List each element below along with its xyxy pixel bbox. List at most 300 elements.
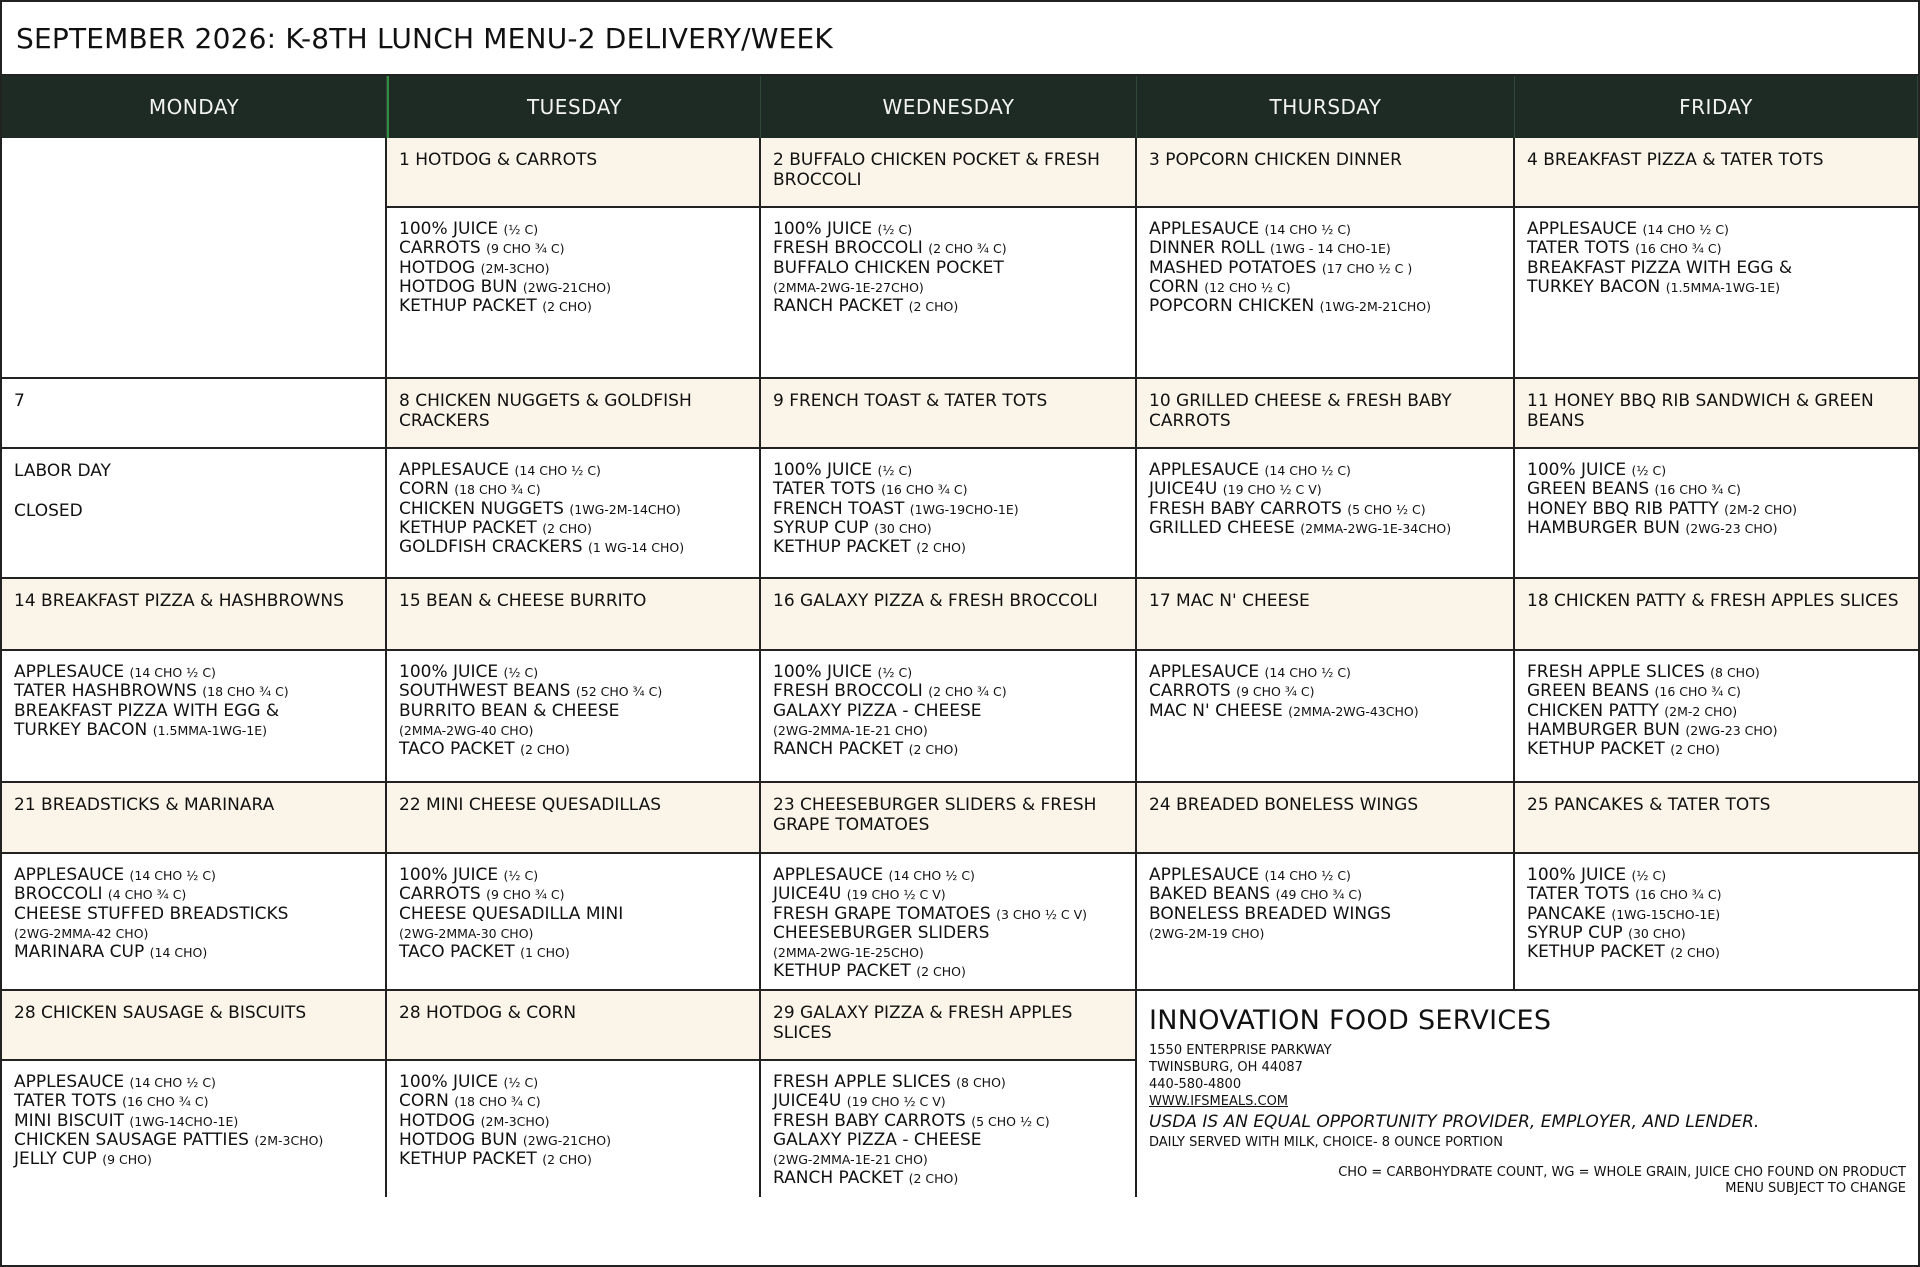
- day-title: 17 MAC N' CHEESE: [1137, 579, 1513, 651]
- menu-item-name: BONELESS BREADED WINGS: [1149, 903, 1392, 924]
- menu-item: [399, 924, 747, 943]
- menu-item: [14, 702, 373, 721]
- day-title: 22 MINI CHEESE QUESADILLAS: [387, 783, 759, 854]
- menu-item-name: KETHUP PACKET: [773, 961, 911, 982]
- day-items: [387, 208, 759, 324]
- menu-item-name: TURKEY BACON: [14, 719, 148, 740]
- day-items: [761, 651, 1135, 767]
- menu-item-name: CHEESE QUESADILLA MINI: [399, 903, 624, 924]
- menu-item: [1527, 943, 1906, 962]
- menu-item: [1527, 924, 1906, 943]
- week-row: [2, 579, 1918, 783]
- menu-item-name: GALAXY PIZZA - CHEESE: [773, 700, 982, 721]
- menu-item-name: CHEESE STUFFED BREADSTICKS: [14, 903, 289, 924]
- menu-item-note: (2 CHO): [542, 299, 592, 315]
- menu-item-note: (8 CHO): [956, 1075, 1006, 1090]
- menu-item-note: (17 CHO ½ C ): [1321, 260, 1413, 276]
- menu-item-note: (½ C): [503, 1075, 539, 1090]
- menu-item: [14, 1150, 373, 1169]
- menu-item: [399, 885, 747, 904]
- menu-item: [1527, 239, 1906, 258]
- day-title: 3 POPCORN CHICKEN DINNER: [1137, 138, 1513, 208]
- day-items: [387, 854, 759, 970]
- day-title: 16 GALAXY PIZZA & FRESH BROCCOLI: [761, 579, 1135, 651]
- menu-item: [14, 682, 373, 701]
- website-link[interactable]: WWW.IFSMEALS.COM: [1149, 1094, 1289, 1109]
- menu-item: [399, 239, 747, 258]
- menu-item-name: HOTDOG BUN: [399, 1129, 518, 1150]
- menu-item-note: (½ C): [1631, 868, 1667, 883]
- day-title: 28 CHICKEN SAUSAGE & BISCUITS: [2, 991, 385, 1061]
- menu-item-name: APPLESAUCE: [1149, 460, 1260, 480]
- menu-item: [399, 1150, 747, 1169]
- menu-item: [14, 1092, 373, 1111]
- menu-item: [1149, 500, 1501, 519]
- week-row: [2, 783, 1918, 991]
- menu-item-note: (19 CHO ½ C V): [1222, 482, 1322, 498]
- menu-item-note: (½ C): [877, 665, 913, 680]
- menu-item-name: TATER TOTS: [14, 1091, 117, 1112]
- menu-item-name: 100% JUICE: [399, 865, 499, 885]
- menu-item-name: APPLESAUCE: [1527, 219, 1638, 239]
- menu-item-note: (16 CHO ¾ C): [1654, 684, 1741, 700]
- menu-item: [1527, 278, 1906, 297]
- day-cell: [2, 579, 387, 781]
- menu-item-note: (14 CHO): [149, 945, 208, 961]
- menu-item-name: FRESH BROCCOLI: [773, 238, 923, 259]
- menu-item-name: BUFFALO CHICKEN POCKET: [773, 257, 1004, 278]
- menu-item: [1527, 682, 1906, 701]
- menu-item: [773, 943, 1123, 962]
- calendar-grid: [2, 138, 1918, 1196]
- menu-item-note: (½ C): [503, 868, 539, 883]
- menu-item-note: (2 CHO): [1670, 742, 1720, 758]
- day-items: [1137, 651, 1513, 729]
- menu-item-note: (30 CHO): [1628, 925, 1686, 941]
- menu-item: [14, 721, 373, 740]
- menu-item: [773, 1112, 1123, 1131]
- menu-item-name: 100% JUICE: [399, 219, 499, 239]
- menu-item-note: (14 CHO ½ C): [129, 665, 216, 680]
- menu-item-name: APPLESAUCE: [14, 865, 125, 885]
- menu-item-note: (4 CHO ¾ C): [107, 887, 187, 903]
- day-items: [761, 1061, 1135, 1197]
- menu-item-note: (18 CHO ¾ C): [454, 482, 541, 498]
- menu-item-name: APPLESAUCE: [1149, 662, 1260, 682]
- menu-item-note: (2 CHO ¾ C): [928, 241, 1007, 257]
- day-title: 8 CHICKEN NUGGETS & GOLDFISH CRACKERS: [387, 379, 759, 449]
- address-line-1: 1550 ENTERPRISE PARKWAY: [1149, 1043, 1332, 1058]
- header-thursday: THURSDAY: [1137, 76, 1515, 138]
- menu-item: [399, 259, 747, 278]
- day-items: [387, 651, 759, 767]
- menu-item-note: (12 CHO ½ C): [1204, 279, 1291, 295]
- menu-item: [399, 461, 747, 480]
- day-items: [1137, 208, 1513, 324]
- day-items: [1515, 854, 1918, 970]
- menu-item: [14, 866, 373, 885]
- menu-item: [1149, 239, 1501, 258]
- menu-item: [399, 519, 747, 538]
- menu-item-name: CHICKEN SAUSAGE PATTIES: [14, 1129, 249, 1150]
- menu-item: [399, 943, 747, 962]
- header-friday: FRIDAY: [1515, 76, 1918, 138]
- menu-item-note: (19 CHO ½ C V): [846, 1094, 946, 1110]
- menu-item-note: (2MMA-2WG-1E-25CHO): [773, 945, 924, 961]
- week-row: [2, 991, 1918, 1196]
- menu-item: [1149, 220, 1501, 239]
- menu-item: [773, 1150, 1123, 1169]
- menu-item: [773, 866, 1123, 885]
- day-cell: [2, 783, 387, 990]
- menu-item-note: (2WG-2MMA-30 CHO): [399, 925, 534, 941]
- menu-item-name: JUICE4U: [773, 884, 842, 905]
- menu-item-name: CARROTS: [399, 238, 481, 259]
- menu-item-note: (½ C): [877, 222, 913, 237]
- menu-item-name: RANCH PACKET: [773, 739, 904, 760]
- menu-item-note: (9 CHO): [102, 1152, 152, 1168]
- day-cell: [761, 579, 1137, 781]
- closure-note: LABOR DAY: [14, 461, 111, 481]
- day-cell: [1137, 379, 1515, 577]
- menu-item-name: CARROTS: [399, 884, 481, 905]
- menu-item-note: (2M-2 CHO): [1664, 703, 1738, 719]
- menu-item: [399, 220, 747, 239]
- menu-item: [773, 682, 1123, 701]
- header-tuesday: TUESDAY: [387, 76, 761, 138]
- menu-item-name: JELLY CUP: [14, 1149, 97, 1170]
- menu-item: [773, 519, 1123, 538]
- menu-item: [1527, 461, 1906, 480]
- menu-item-name: FRESH APPLE SLICES: [1527, 662, 1705, 682]
- menu-item: [1149, 259, 1501, 278]
- menu-item: [773, 461, 1123, 480]
- day-items: [1137, 854, 1513, 951]
- menu-item: [14, 943, 373, 962]
- menu-item-name: APPLESAUCE: [399, 460, 510, 480]
- menu-item-name: DINNER ROLL: [1149, 238, 1265, 259]
- day-items: [761, 449, 1135, 565]
- menu-item-note: (2MMA-2WG-1E-27CHO): [773, 279, 924, 295]
- menu-item: [399, 1112, 747, 1131]
- menu-item-note: (14 CHO ½ C): [129, 868, 216, 883]
- menu-item: [773, 924, 1123, 943]
- menu-item-name: KETHUP PACKET: [399, 1149, 537, 1170]
- menu-item-name: FRENCH TOAST: [773, 498, 905, 519]
- menu-item-note: (14 CHO ½ C): [514, 463, 601, 478]
- menu-item: [399, 866, 747, 885]
- weekday-header: [2, 76, 1918, 138]
- menu-item-note: (2M-3CHO): [480, 260, 550, 276]
- day-title: 18 CHICKEN PATTY & FRESH APPLES SLICES: [1515, 579, 1918, 651]
- menu-item-name: FRESH BROCCOLI: [773, 681, 923, 702]
- menu-item: [1527, 220, 1906, 239]
- menu-item-note: (16 CHO ¾ C): [1654, 482, 1741, 498]
- menu-item-note: (1WG-15CHO-1E): [1611, 906, 1721, 922]
- menu-item-name: 100% JUICE: [399, 1072, 499, 1092]
- menu-item-note: (18 CHO ¾ C): [202, 684, 289, 700]
- menu-item: [1149, 885, 1501, 904]
- address-line-2: TWINSBURG, OH 44087: [1149, 1060, 1303, 1075]
- menu-item-name: SYRUP CUP: [1527, 922, 1623, 943]
- menu-item: [773, 278, 1123, 297]
- menu-item-name: BREAKFAST PIZZA WITH EGG &: [14, 700, 280, 721]
- menu-item: [773, 721, 1123, 740]
- menu-item-name: GALAXY PIZZA - CHEESE: [773, 1129, 982, 1150]
- menu-item-note: (8 CHO): [1710, 665, 1760, 680]
- menu-item-note: (2 CHO ¾ C): [928, 684, 1007, 700]
- menu-item-name: GREEN BEANS: [1527, 681, 1650, 702]
- day-cell: [1137, 138, 1515, 377]
- menu-item: [1527, 519, 1906, 538]
- day-items: [1137, 449, 1513, 546]
- menu-item-note: (2WG-2MMA-1E-21 CHO): [773, 722, 928, 738]
- menu-item-name: MINI BISCUIT: [14, 1110, 124, 1131]
- menu-item-name: CORN: [399, 479, 449, 500]
- menu-item-note: (1WG - 14 CHO-1E): [1270, 241, 1391, 257]
- menu-item-name: JUICE4U: [773, 1091, 842, 1112]
- menu-item-note: (1WG-2M-21CHO): [1319, 299, 1432, 315]
- menu-item-note: (14 CHO ½ C): [888, 868, 975, 883]
- day-items: [2, 854, 385, 970]
- menu-item: [399, 1131, 747, 1150]
- menu-item-note: (5 CHO ½ C): [1347, 501, 1426, 517]
- menu-item-note: (2WG-2M-19 CHO): [1149, 925, 1265, 941]
- menu-item-note: (½ C): [877, 463, 913, 478]
- menu-item-note: (2 CHO): [916, 540, 966, 556]
- menu-item: [1527, 702, 1906, 721]
- menu-item: [399, 702, 747, 721]
- menu-item-name: TATER TOTS: [1527, 884, 1630, 905]
- menu-item-note: (16 CHO ¾ C): [1635, 887, 1722, 903]
- menu-item: [14, 1131, 373, 1150]
- menu-item-name: CORN: [399, 1091, 449, 1112]
- day-cell: [761, 138, 1137, 377]
- menu-item: [773, 259, 1123, 278]
- day-title: [2, 138, 385, 208]
- day-cell: [2, 991, 387, 1197]
- menu-item: [773, 962, 1123, 981]
- menu-item: [399, 1073, 747, 1092]
- menu-item-note: (2WG-2MMA-42 CHO): [14, 925, 149, 941]
- menu-item-name: BREAKFAST PIZZA WITH EGG &: [1527, 257, 1793, 278]
- menu-item-note: (2 CHO): [1670, 945, 1720, 961]
- menu-item: [14, 1073, 373, 1092]
- menu-item: [773, 1131, 1123, 1150]
- menu-item-name: MAC N' CHEESE: [1149, 700, 1283, 721]
- menu-item: [399, 663, 747, 682]
- day-title: 28 HOTDOG & CORN: [387, 991, 759, 1061]
- menu-item: [773, 1092, 1123, 1111]
- menu-item-name: KETHUP PACKET: [773, 537, 911, 558]
- menu-item-note: (2M-3CHO): [254, 1132, 324, 1148]
- menu-item-note: (16 CHO ¾ C): [881, 482, 968, 498]
- company-name: INNOVATION FOOD SERVICES: [1149, 1005, 1552, 1036]
- menu-item-name: KETHUP PACKET: [1527, 942, 1665, 963]
- menu-item-name: HOTDOG: [399, 1110, 476, 1131]
- day-items: [1515, 208, 1918, 305]
- day-items: [1515, 651, 1918, 767]
- menu-item: [1149, 480, 1501, 499]
- day-items: [387, 1061, 759, 1177]
- day-items: [2, 651, 385, 748]
- day-title: 1 HOTDOG & CARROTS: [387, 138, 759, 208]
- menu-item-name: FRESH BABY CARROTS: [1149, 498, 1342, 519]
- menu-item: [399, 480, 747, 499]
- menu-item-note: (2 CHO): [908, 299, 959, 315]
- menu-item-name: 100% JUICE: [1527, 460, 1627, 480]
- menu-item-name: FRESH BABY CARROTS: [773, 1110, 966, 1131]
- menu-item-name: TACO PACKET: [399, 942, 515, 963]
- legend-text: CHO = CARBOHYDRATE COUNT, WG = WHOLE GRAIN, JUICE CHO FOUND ON PRODUCT: [1338, 1164, 1906, 1180]
- day-items: [387, 449, 759, 565]
- menu-item: [773, 220, 1123, 239]
- menu-item-note: (2M-3CHO): [480, 1113, 550, 1129]
- menu-item-name: 100% JUICE: [773, 662, 873, 682]
- day-title: 15 BEAN & CHEESE BURRITO: [387, 579, 759, 651]
- menu-item-note: (14 CHO ½ C): [1642, 222, 1729, 237]
- day-cell: [387, 138, 761, 377]
- menu-item-name: CHEESEBURGER SLIDERS: [773, 922, 990, 943]
- menu-item-name: MARINARA CUP: [14, 942, 145, 963]
- menu-item-name: SYRUP CUP: [773, 517, 869, 538]
- menu-item-note: (2WG-21CHO): [522, 279, 611, 295]
- menu-item: [1527, 740, 1906, 759]
- day-cell: [761, 783, 1137, 990]
- day-cell: [1515, 783, 1918, 990]
- phone-number: 440-580-4800: [1149, 1077, 1242, 1092]
- menu-item-note: (½ C): [1631, 463, 1667, 478]
- menu-item-note: (2 CHO): [542, 520, 592, 536]
- menu-item-note: (1 WG-14 CHO): [587, 540, 685, 556]
- menu-item: [399, 740, 747, 759]
- menu-item: [773, 905, 1123, 924]
- menu-item-note: (2MMA-2WG-43CHO): [1288, 703, 1419, 719]
- menu-item-name: POPCORN CHICKEN: [1149, 296, 1315, 317]
- day-items: [1515, 449, 1918, 546]
- menu-item-note: (1.5MMA-1WG-1E): [152, 722, 268, 738]
- menu-item-name: TURKEY BACON: [1527, 276, 1661, 297]
- menu-item-note: (2WG-23 CHO): [1685, 520, 1778, 536]
- day-cell: [1515, 579, 1918, 781]
- menu-item-note: (1.5MMA-1WG-1E): [1665, 279, 1781, 295]
- menu-item: [1527, 663, 1906, 682]
- menu-item: [1149, 682, 1501, 701]
- menu-item-name: APPLESAUCE: [14, 662, 125, 682]
- menu-item-note: (49 CHO ¾ C): [1275, 887, 1363, 903]
- menu-item: [1149, 278, 1501, 297]
- legend-footer: [1338, 1165, 1906, 1197]
- usda-statement: USDA IS AN EQUAL OPPORTUNITY PROVIDER, EMPLOYER, AND LENDER.: [1149, 1112, 1760, 1132]
- menu-item: [1149, 519, 1501, 538]
- day-cell: [1137, 579, 1515, 781]
- menu-item: [14, 924, 373, 943]
- menu-item: [1527, 866, 1906, 885]
- day-title: 14 BREAKFAST PIZZA & HASHBROWNS: [2, 579, 385, 651]
- menu-item-note: (½ C): [503, 222, 539, 237]
- menu-item-note: (9 CHO ¾ C): [486, 887, 565, 903]
- menu-item-note: (2M-2 CHO): [1724, 501, 1798, 517]
- menu-item: [14, 905, 373, 924]
- menu-item-name: MASHED POTATOES: [1149, 257, 1317, 278]
- milk-note: DAILY SERVED WITH MILK, CHOICE- 8 OUNCE PORTION: [1149, 1135, 1503, 1150]
- menu-item-note: (½ C): [503, 665, 539, 680]
- menu-item: [773, 663, 1123, 682]
- menu-item-note: (2 CHO): [908, 1171, 959, 1187]
- menu-item-note: (1 CHO): [520, 945, 570, 961]
- menu-item-name: KETHUP PACKET: [399, 517, 537, 538]
- menu-item-note: (16 CHO ¾ C): [122, 1094, 209, 1110]
- day-title: 11 HONEY BBQ RIB SANDWICH & GREEN BEANS: [1515, 379, 1918, 449]
- menu-item-name: KETHUP PACKET: [1527, 739, 1665, 760]
- title-bar: [2, 2, 1918, 76]
- menu-item-name: RANCH PACKET: [773, 1168, 904, 1189]
- menu-item-name: GREEN BEANS: [1527, 479, 1650, 500]
- menu-item-name: HOTDOG BUN: [399, 276, 518, 297]
- menu-item-name: GOLDFISH CRACKERS: [399, 537, 583, 558]
- menu-item: [399, 905, 747, 924]
- day-items: [761, 208, 1135, 324]
- menu-item-note: (14 CHO ½ C): [129, 1075, 216, 1090]
- day-cell: [2, 138, 387, 377]
- menu-item-note: (14 CHO ½ C): [1264, 222, 1351, 237]
- week-row: [2, 379, 1918, 579]
- menu-item: [1149, 663, 1501, 682]
- menu-item-note: (9 CHO ¾ C): [1236, 684, 1315, 700]
- menu-item: [773, 297, 1123, 316]
- menu-item-note: (2 CHO): [916, 964, 966, 980]
- menu-item-note: (14 CHO ½ C): [1264, 665, 1351, 680]
- menu-item: [773, 239, 1123, 258]
- menu-item-name: TATER TOTS: [1527, 238, 1630, 259]
- day-title: 24 BREADED BONELESS WINGS: [1137, 783, 1513, 854]
- day-cell: [1515, 138, 1918, 377]
- day-title: 23 CHEESEBURGER SLIDERS & FRESH GRAPE TOMATOES: [761, 783, 1135, 854]
- menu-item-name: 100% JUICE: [1527, 865, 1627, 885]
- menu-item: [773, 500, 1123, 519]
- menu-item-name: CARROTS: [1149, 681, 1231, 702]
- menu-item: [773, 740, 1123, 759]
- menu-item: [773, 538, 1123, 557]
- menu-item: [399, 278, 747, 297]
- menu-item-note: (30 CHO): [874, 520, 932, 536]
- menu-item-name: 100% JUICE: [399, 662, 499, 682]
- subject-to-change: MENU SUBJECT TO CHANGE: [1725, 1180, 1906, 1196]
- menu-item: [399, 721, 747, 740]
- menu-item-note: (5 CHO ½ C): [971, 1113, 1050, 1129]
- menu-item-note: (1WG-19CHO-1E): [909, 501, 1019, 517]
- menu-item-note: (2MMA-2WG-40 CHO): [399, 722, 534, 738]
- menu-item-name: CORN: [1149, 276, 1199, 297]
- menu-item-name: BROCCOLI: [14, 884, 103, 905]
- menu-item-name: APPLESAUCE: [773, 865, 884, 885]
- menu-item: [1149, 702, 1501, 721]
- menu-item-note: (19 CHO ½ C V): [846, 887, 946, 903]
- company-info: [1137, 991, 1918, 1197]
- header-wednesday: WEDNESDAY: [761, 76, 1137, 138]
- menu-item: [1527, 480, 1906, 499]
- menu-item-name: 100% JUICE: [773, 460, 873, 480]
- menu-item-note: (52 CHO ¾ C): [575, 684, 663, 700]
- day-cell: [387, 783, 761, 990]
- menu-item-note: (16 CHO ¾ C): [1635, 241, 1722, 257]
- menu-item: [14, 1112, 373, 1131]
- page-title: SEPTEMBER 2026: K-8TH LUNCH MENU-2 DELIVERY/WEEK: [16, 21, 833, 55]
- day-title: 4 BREAKFAST PIZZA & TATER TOTS: [1515, 138, 1918, 208]
- menu-item-note: (2WG-23 CHO): [1685, 722, 1778, 738]
- day-cell: [761, 991, 1137, 1197]
- day-title: 7: [2, 379, 385, 449]
